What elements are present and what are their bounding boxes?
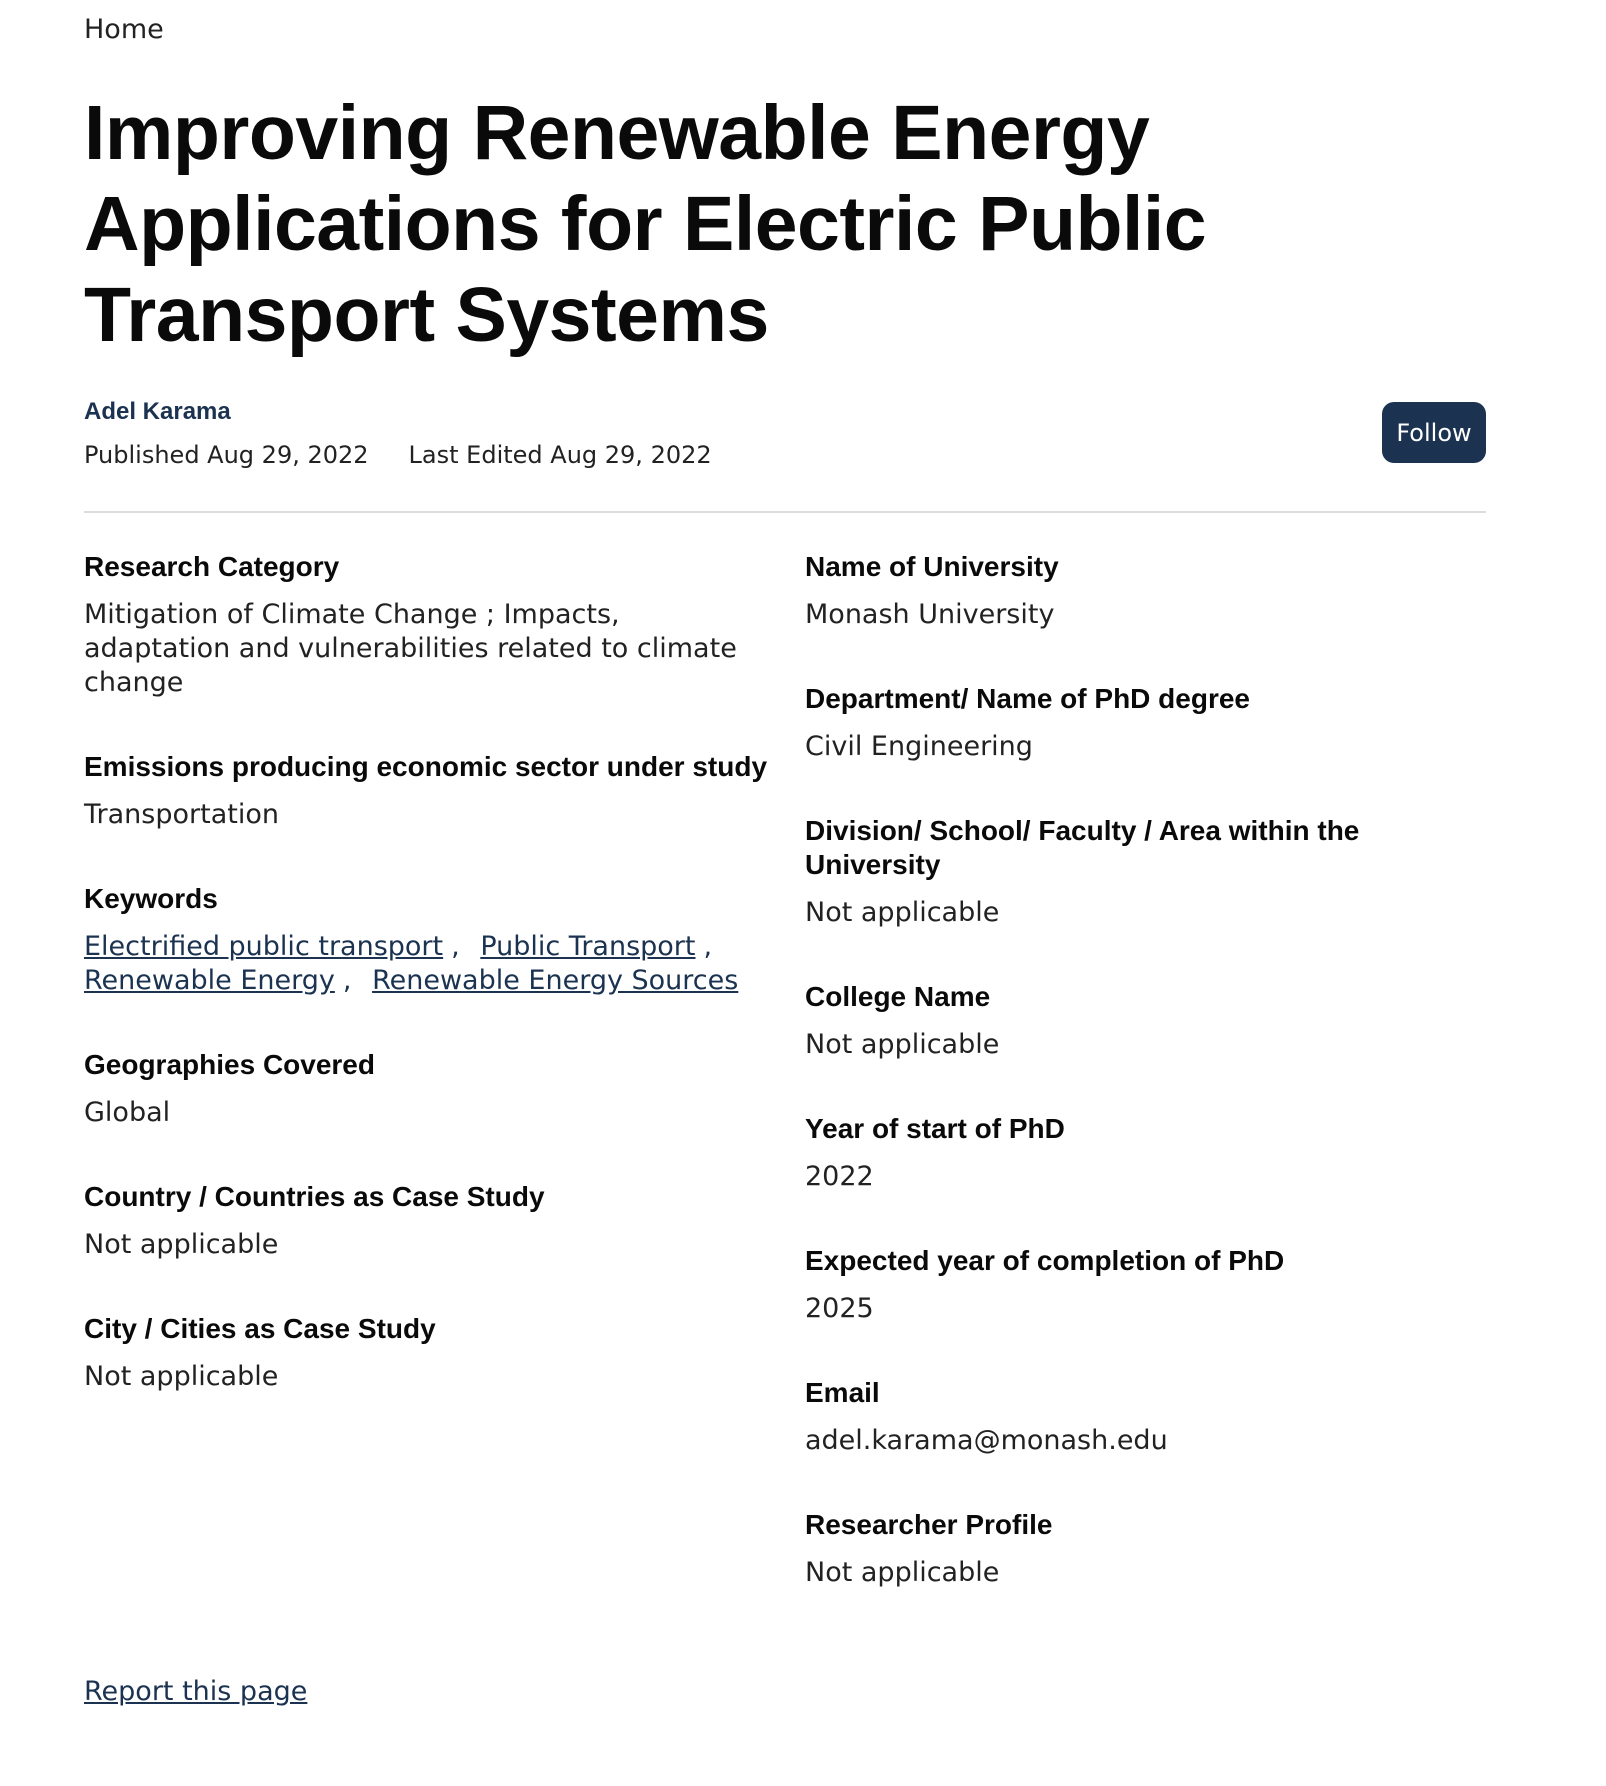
breadcrumb-home-link[interactable]: Home: [84, 14, 164, 45]
details-left-column: [84, 550, 774, 1444]
keyword-list: [84, 930, 764, 998]
field-division: [805, 814, 1486, 930]
field-value: 2025: [805, 1293, 874, 1324]
keyword-link[interactable]: Electrified public transport: [84, 931, 444, 962]
field-label: Expected year of completion of PhD: [805, 1245, 1285, 1276]
keyword-separator: ,: [703, 931, 713, 962]
email-value: adel.karama@monash.edu: [805, 1425, 1168, 1456]
field-label: Country / Countries as Case Study: [84, 1181, 545, 1212]
author-name: Adel Karama: [84, 398, 231, 425]
field-value: Global: [84, 1097, 171, 1128]
keyword-separator: ,: [342, 965, 352, 996]
last-edited-date: Last Edited Aug 29, 2022: [408, 441, 712, 469]
field-label: Email: [805, 1377, 880, 1408]
field-label: Name of University: [805, 551, 1059, 582]
field-countries: [84, 1180, 774, 1262]
field-research-category: [84, 550, 774, 700]
keyword-separator: ,: [451, 931, 460, 962]
field-economic-sector: [84, 750, 774, 832]
field-label: Department/ Name of PhD degree: [805, 683, 1250, 714]
field-label: Year of start of PhD: [805, 1113, 1065, 1144]
field-label: College Name: [805, 981, 991, 1012]
page-title: Improving Renewable Energy Applications for Electric Public Transport Systems: [84, 90, 1207, 358]
field-value: Civil Engineering: [805, 731, 1033, 762]
field-value: Not applicable: [805, 897, 1000, 928]
field-value: Not applicable: [805, 1557, 1000, 1588]
follow-button[interactable]: Follow: [1382, 402, 1486, 463]
field-keywords: [84, 882, 774, 998]
keyword-link[interactable]: Renewable Energy Sources: [372, 965, 739, 996]
field-value: Not applicable: [84, 1361, 279, 1392]
field-cities: [84, 1312, 774, 1394]
field-value: Not applicable: [84, 1229, 279, 1260]
divider: [84, 511, 1486, 513]
field-value: Mitigation of Climate Change ; Impacts, adaptation and vulnerabilities related to climate change: [84, 599, 737, 698]
field-value: Monash University: [805, 599, 1055, 630]
field-email: [805, 1376, 1486, 1458]
field-geographies: [84, 1048, 774, 1130]
field-value: Not applicable: [805, 1029, 1000, 1060]
keyword-link[interactable]: Renewable Energy: [84, 965, 335, 996]
details-right-column: [805, 550, 1486, 1640]
publish-meta: [84, 441, 712, 469]
field-completion-year: [805, 1244, 1486, 1326]
field-college: [805, 980, 1486, 1062]
field-label: Research Category: [84, 551, 340, 582]
field-department: [805, 682, 1486, 764]
field-value: 2022: [805, 1161, 874, 1192]
field-start-year: [805, 1112, 1486, 1194]
field-label: City / Cities as Case Study: [84, 1313, 436, 1344]
published-date: Published Aug 29, 2022: [84, 441, 369, 469]
field-researcher-profile: [805, 1508, 1486, 1590]
field-university: [805, 550, 1486, 632]
field-label: Emissions producing economic sector under study: [84, 751, 768, 782]
field-label: Researcher Profile: [805, 1509, 1053, 1540]
keyword-link[interactable]: Public Transport: [480, 931, 696, 962]
field-label: Keywords: [84, 883, 218, 914]
field-label: Division/ School/ Faculty / Area within the University: [805, 815, 1360, 880]
report-page-link[interactable]: Report this page: [84, 1676, 308, 1707]
field-label: Geographies Covered: [84, 1049, 375, 1080]
field-value: Transportation: [84, 799, 279, 830]
